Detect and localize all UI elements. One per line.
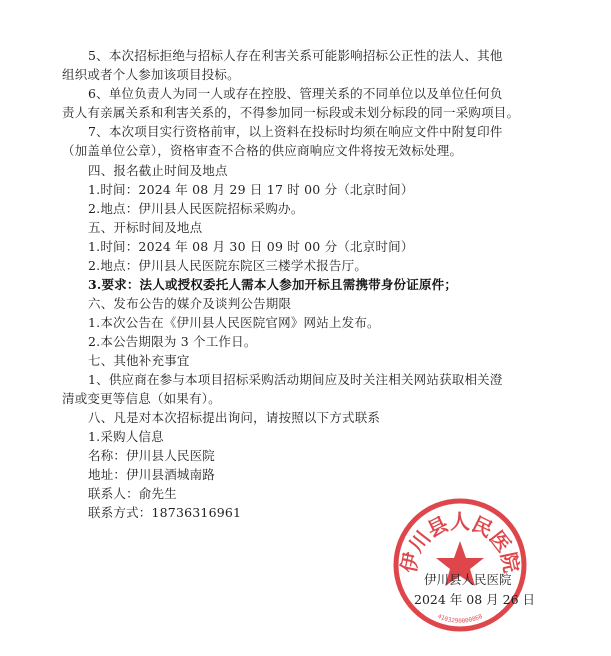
- clause-7-line-1: 7、本次项目实行资格前审，以上资料在投标时均须在响应文件中附复印件: [88, 124, 503, 139]
- purchaser-contact: 联系人：俞先生: [88, 486, 177, 501]
- section-6-heading: 六、发布公告的媒介及谈判公告期限: [88, 296, 292, 311]
- section-5-place: 2.地点：伊川县人民医院东院区三楼学术报告厅。: [88, 258, 368, 273]
- section-4-place: 2.地点：伊川县人民医院招标采购办。: [88, 201, 304, 216]
- section-7-heading: 七、其他补充事宜: [88, 353, 190, 368]
- signature-date: 2024 年 08 月 26 日: [414, 592, 535, 607]
- seal-text: 伊川县人民医院: [396, 509, 524, 575]
- section-7-item-line-1: 1、供应商在参与本项目招标采购活动期间应及时关注相关网站获取相关澄: [88, 372, 503, 387]
- official-seal-stamp: [390, 495, 530, 635]
- section-5-time: 1.时间：2024 年 08 月 30 日 09 时 00 分（北京时间）: [88, 239, 414, 254]
- section-6-item-1: 1.本次公告在《伊川县人民医院官网》网站上发布。: [88, 315, 380, 330]
- section-7-item-line-2: 清或变更等信息（如果有）。: [62, 391, 221, 406]
- svg-text:4103290000868: [436, 613, 484, 625]
- section-4-heading: 四、报名截止时间及地点: [88, 163, 228, 178]
- section-5-heading: 五、开标时间及地点: [88, 220, 203, 235]
- section-4-time: 1.时间：2024 年 08 月 29 日 17 时 00 分（北京时间）: [88, 182, 414, 197]
- section-5-requirement: 3.要求：法人或授权委托人需本人参加开标且需携带身份证原件；: [88, 277, 458, 292]
- clause-5-line-1: 5、本次招标拒绝与招标人存在利害关系可能影响招标公正性的法人、其他: [88, 48, 503, 63]
- signature-org: 伊川县人民医院: [424, 572, 512, 587]
- purchaser-name: 名称：伊川县人民医院: [88, 448, 216, 463]
- section-6-item-2: 2.本公告期限为 3 个工作日。: [88, 334, 257, 349]
- purchaser-address: 地址：伊川县酒城南路: [88, 467, 216, 482]
- seal-number: 4103290000868: [436, 612, 484, 625]
- purchaser-info-heading: 1.采购人信息: [88, 429, 164, 444]
- clause-6-line-2: 责人有亲属关系和利害关系的，不得参加同一标段或未划分标段的同一采购项目。: [62, 105, 520, 120]
- section-8-heading: 八、凡是对本次招标提出询问，请按照以下方式联系: [88, 410, 381, 425]
- clause-7-line-2: （加盖单位公章），资格审查不合格的供应商响应文件将按无效标处理。: [62, 143, 463, 158]
- clause-6-line-1: 6、单位负责人为同一人或存在控股、管理关系的不同单位以及单位任何负: [88, 86, 503, 101]
- purchaser-phone: 联系方式：18736316961: [88, 505, 242, 520]
- clause-5-line-2: 组织或者个人参加该项目投标。: [62, 67, 240, 82]
